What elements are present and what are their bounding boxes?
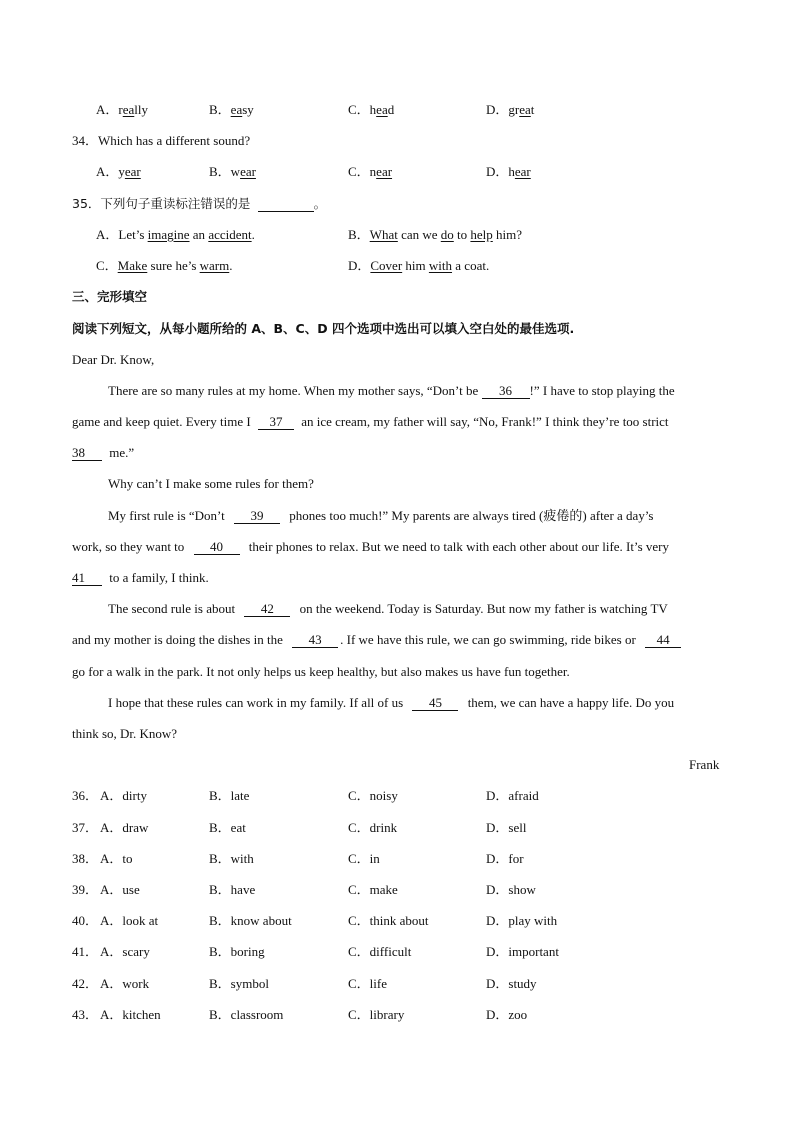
blank-42: 42 (244, 602, 290, 617)
question-number: 43． (72, 1007, 99, 1022)
q33-option-a: A．really (96, 102, 149, 117)
section-title: 三、完形填空 (72, 289, 148, 304)
letter-line: My first rule is “Don’t 39 phones too much!” My parents are always tired (疲倦的) after a day’s (108, 508, 654, 523)
option-d: D．play with (486, 913, 558, 928)
q33-option-d: D．great (486, 102, 535, 117)
question-number: 37． (72, 820, 99, 835)
question-number: 38． (72, 851, 99, 866)
letter-line: work, so they want to 40 their phones to relax. But we need to talk with each other about our life. It’s very (72, 539, 670, 554)
option-c: C．make (348, 882, 398, 897)
q34-option-b: B．wear (209, 164, 256, 179)
section-instruction: 阅读下列短文，从每小题所给的 A、B、C、D 四个选项中选出可以填入空白处的最佳选项. (72, 321, 575, 336)
option-a: A．to (100, 851, 133, 866)
q35-stem: 35．下列句子重读标注错误的是 。 (72, 196, 327, 211)
option-a: A．kitchen (100, 1007, 161, 1022)
letter-line: 41 to a family, I think. (72, 570, 209, 585)
question-number: 39． (72, 882, 99, 897)
option-a: A．scary (100, 944, 150, 959)
blank-45: 45 (412, 696, 458, 711)
option-a: A．work (100, 976, 150, 991)
option-a: A．draw (100, 820, 149, 835)
option-c: C．library (348, 1007, 405, 1022)
blank-44: 44 (645, 633, 681, 648)
question-number: 41． (72, 944, 99, 959)
letter-greeting: Dear Dr. Know, (72, 352, 155, 367)
option-a: A．look at (100, 913, 159, 928)
q34-option-a: A．year (96, 164, 141, 179)
q33-option-c: C．head (348, 102, 395, 117)
option-d: D．show (486, 882, 536, 897)
option-c: C．think about (348, 913, 429, 928)
q35-option-a: A．Let’s imagine an accident. (96, 227, 255, 242)
blank-38: 38 (72, 446, 102, 461)
option-b: B．eat (209, 820, 246, 835)
option-d: D．sell (486, 820, 527, 835)
option-b: B．late (209, 788, 250, 803)
letter-line: think so, Dr. Know? (72, 726, 178, 741)
option-a: A．use (100, 882, 140, 897)
letter-signature: Frank (689, 757, 720, 772)
letter-line: There are so many rules at my home. When my mother says, “Don’t be 36 !” I have to stop playing the (108, 383, 675, 398)
question-number: 36． (72, 788, 99, 803)
letter-line: I hope that these rules can work in my family. If all of us 45 them, we can have a happy life. Do you (108, 695, 675, 710)
blank-41: 41 (72, 571, 102, 586)
q35-option-d: D．Cover him with a coat. (348, 258, 490, 273)
option-d: D．zoo (486, 1007, 528, 1022)
letter-line: 38 me.” (72, 445, 135, 460)
option-b: B．classroom (209, 1007, 284, 1022)
option-b: B．with (209, 851, 254, 866)
option-b: B．boring (209, 944, 265, 959)
q34-option-d: D．hear (486, 164, 531, 179)
option-a: A．dirty (100, 788, 147, 803)
option-b: B．symbol (209, 976, 269, 991)
option-d: D．for (486, 851, 524, 866)
letter-line: Why can’t I make some rules for them? (108, 476, 314, 491)
option-c: C．noisy (348, 788, 398, 803)
q33-option-b: B．easy (209, 102, 254, 117)
option-b: B．have (209, 882, 256, 897)
q35-option-b: B．What can we do to help him? (348, 227, 523, 242)
option-b: B．know about (209, 913, 292, 928)
blank-40: 40 (194, 540, 240, 555)
blank-43: 43 (292, 633, 338, 648)
option-d: D．important (486, 944, 559, 959)
question-number: 40． (72, 913, 99, 928)
q35-option-c: C．Make sure he’s warm. (96, 258, 233, 273)
q34-stem: 34．Which has a different sound? (72, 133, 251, 148)
letter-line: The second rule is about 42 on the weekend. Today is Saturday. But now my father is watching TV (108, 601, 668, 616)
option-c: C．in (348, 851, 380, 866)
q34-option-c: C．near (348, 164, 393, 179)
q35-answer-blank (258, 197, 314, 212)
option-d: D．afraid (486, 788, 539, 803)
blank-36: 36 (482, 384, 530, 399)
letter-line: game and keep quiet. Every time I 37 an ice cream, my father will say, “No, Frank!” I think they’re too strict (72, 414, 669, 429)
option-c: C．life (348, 976, 387, 991)
question-number: 42． (72, 976, 99, 991)
letter-line: go for a walk in the park. It not only helps us keep healthy, but also makes us have fun together. (72, 664, 570, 679)
blank-37: 37 (258, 415, 294, 430)
option-d: D．study (486, 976, 537, 991)
letter-line: and my mother is doing the dishes in the 43 . If we have this rule, we can go swimming, ride bikes or 44 (72, 632, 681, 648)
option-c: C．difficult (348, 944, 412, 959)
option-c: C．drink (348, 820, 398, 835)
blank-39: 39 (234, 509, 280, 524)
